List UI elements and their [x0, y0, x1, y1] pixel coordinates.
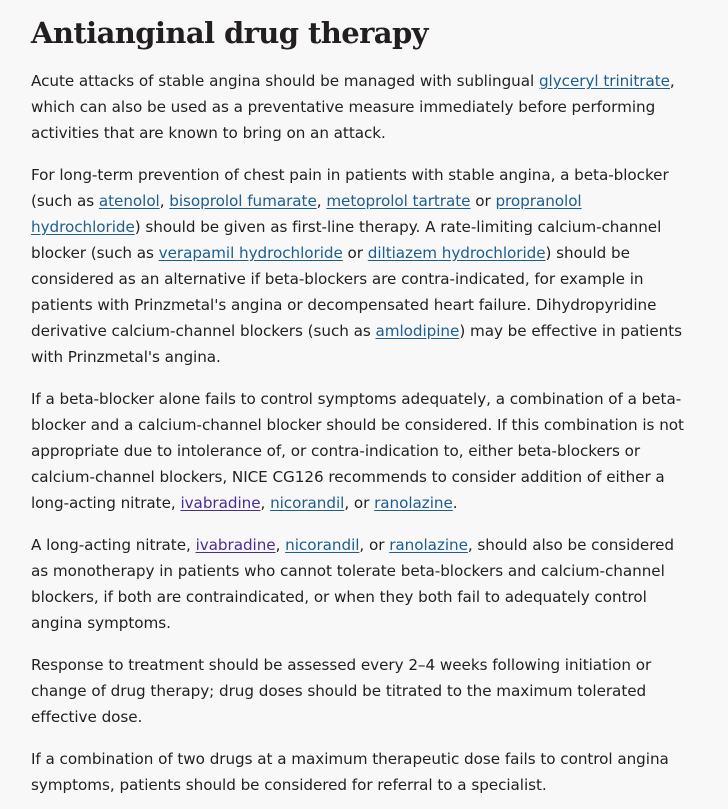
paragraph-text: ) may be effective in patients with Prinzmetal's angina.	[31, 322, 682, 366]
paragraph-text: For long-term prevention of chest pain in patients with stable angina, a beta-blocker (such as	[31, 166, 669, 210]
link-ranolazine[interactable]: ranolazine	[389, 536, 468, 554]
separator-text: ,	[316, 192, 327, 210]
link-amlodipine[interactable]: amlodipine	[375, 322, 460, 340]
link-nicorandil[interactable]: nicorandil	[285, 536, 360, 554]
paragraph-text: A long-acting nitrate,	[31, 536, 196, 554]
link-atenolol[interactable]: atenolol	[98, 192, 160, 210]
link-bisoprolol-fumarate[interactable]: bisoprolol fumarate	[169, 192, 317, 210]
paragraph-monotherapy	[31, 532, 690, 636]
link-ivabradine[interactable]: ivabradine	[195, 536, 276, 554]
paragraph-text: If a combination of two drugs at a maximum therapeutic dose fails to control angina symptoms, patients should be considered for referral to a specialist.	[31, 750, 669, 794]
separator-text: , or	[344, 494, 375, 512]
page-title: Antianginal drug therapy	[31, 16, 428, 50]
paragraph-acute-attacks	[31, 68, 690, 146]
paragraph-text: , should also be considered as monotherapy in patients who cannot tolerate beta-blockers and calcium-channel blockers, if both are contraindicated, or when they both fail to adequately control angina symptoms.	[31, 536, 674, 632]
paragraph-text: , which can also be used as a preventative measure immediately before performing activities that are known to bring on an attack.	[31, 72, 675, 142]
separator-text: ,	[260, 494, 271, 512]
paragraph-text: .	[452, 494, 458, 512]
link-verapamil-hydrochloride[interactable]: verapamil hydrochloride	[158, 244, 343, 262]
paragraph-long-term-prevention	[31, 162, 690, 370]
paragraph-response-assessment	[31, 652, 690, 730]
link-diltiazem-hydrochloride[interactable]: diltiazem hydrochloride	[367, 244, 546, 262]
paragraph-text: If a beta-blocker alone fails to control symptoms adequately, a combination of a beta-blocker and a calcium-channel blocker should be considered. If this combination is not appropriate due to intolerance of, or contra-indication to, either beta-blockers or calcium-channel blockers, NICE CG126 recommends to consider addition of either a long-acting nitrate,	[31, 390, 684, 512]
separator-text: or	[470, 192, 496, 210]
link-ranolazine[interactable]: ranolazine	[374, 494, 453, 512]
separator-text: or	[342, 244, 368, 262]
link-nicorandil[interactable]: nicorandil	[270, 494, 345, 512]
separator-text: ,	[159, 192, 170, 210]
paragraph-specialist-referral	[31, 746, 690, 798]
paragraph-text: Acute attacks of stable angina should be managed with sublingual	[31, 72, 539, 90]
link-propranolol-hydrochloride[interactable]: propranolol hydrochloride	[31, 192, 582, 236]
paragraph-text: ) should be considered as an alternative if beta-blockers are contra-indicated, for example in patients with Prinzmetal's angina or decompensated heart failure. Dihydropyridine derivative calcium-channel blockers (such as	[31, 244, 657, 340]
link-ivabradine[interactable]: ivabradine	[180, 494, 261, 512]
paragraph-combination-therapy	[31, 386, 690, 516]
separator-text: , or	[359, 536, 390, 554]
paragraph-text: ) should be given as first-line therapy. A rate-limiting calcium-channel blocker (such as	[31, 218, 662, 262]
link-glyceryl-trinitrate[interactable]: glyceryl trinitrate	[538, 72, 670, 90]
separator-text: ,	[275, 536, 286, 554]
paragraph-text: Response to treatment should be assessed every 2–4 weeks following initiation or change of drug therapy; drug doses should be titrated to the maximum tolerated effective dose.	[31, 656, 652, 726]
link-metoprolol-tartrate[interactable]: metoprolol tartrate	[326, 192, 471, 210]
